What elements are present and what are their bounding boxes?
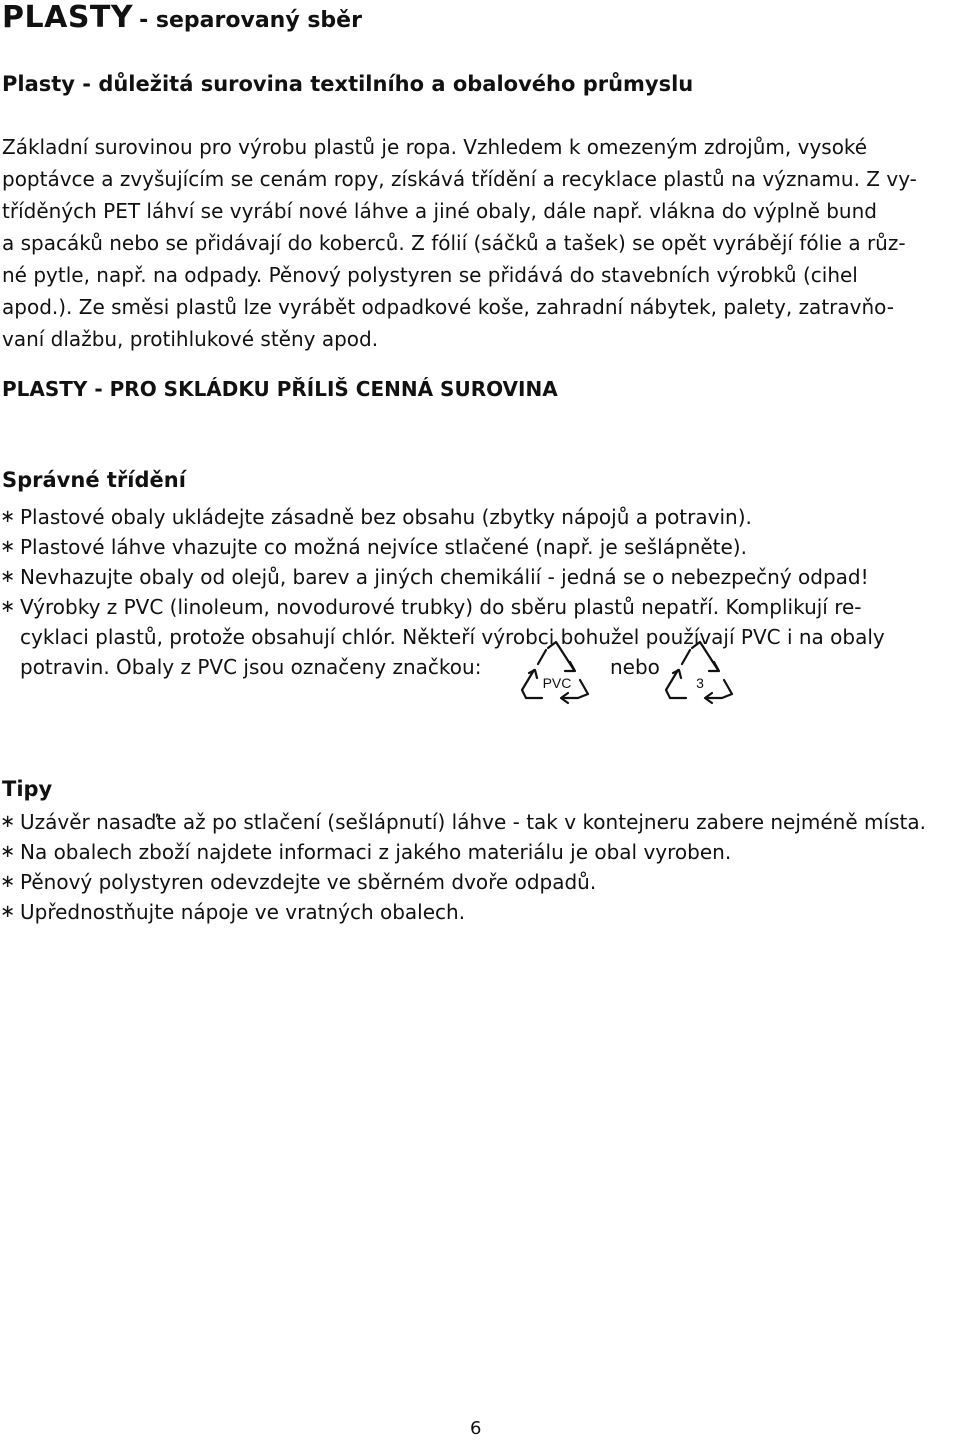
list-item-text: Upřednostňujte nápoje ve vratných obalech. — [20, 900, 466, 924]
list-item-text: Plastové láhve vhazujte co možná nejvíce stlačené (např. je sešlápněte). — [20, 535, 747, 559]
bullet-star-icon: ∗ — [0, 841, 16, 862]
list-item — [0, 562, 960, 592]
bullet-star-icon: ∗ — [0, 566, 16, 587]
tips-heading: Tipy — [2, 777, 53, 801]
intro-line: poptávce a zvyšujícím se cenám ropy, získává třídění a recyklace plastů na významu. Z vy- — [2, 167, 917, 191]
list-item — [0, 532, 960, 562]
list-item — [0, 592, 960, 691]
pvc-symbols-line — [20, 652, 960, 691]
list-item — [0, 897, 960, 927]
list-item-text: Nevhazujte obaly od olejů, barev a jiných chemikálií - jedná se o nebezpečný odpad! — [20, 565, 869, 589]
intro-line: Základní surovinou pro výrobu plastů je ropa. Vzhledem k omezeným zdrojům, vysoké — [2, 135, 868, 159]
bullet-star-icon: ∗ — [0, 536, 16, 557]
list-item-text: cyklaci plastů, protože obsahují chlór. Někteří výrobci bohužel používají PVC i na obaly — [20, 625, 885, 649]
title-sub: - separovaný sběr — [139, 8, 362, 33]
page-number: 6 — [470, 1418, 482, 1439]
intro-paragraph — [2, 131, 960, 355]
bullet-star-icon: ∗ — [0, 871, 16, 892]
intro-line: apod.). Ze směsi plastů lze vyrábět odpadkové koše, zahradní nábytek, palety, zatravňo- — [2, 295, 894, 319]
list-item-text: potravin. Obaly z PVC jsou označeny značkou: — [20, 655, 482, 679]
symbol-label-pvc: PVC — [542, 675, 572, 691]
bullet-star-icon: ∗ — [0, 506, 16, 527]
sorting-heading: Správné třídění — [2, 468, 186, 492]
list-item — [0, 807, 960, 837]
bullet-star-icon: ∗ — [0, 596, 16, 617]
bullet-star-icon: ∗ — [0, 901, 16, 922]
section-subtitle: Plasty - důležitá surovina textilního a obalového průmyslu — [2, 72, 694, 96]
sorting-list — [0, 502, 960, 691]
tips-list — [0, 807, 960, 927]
or-word: nebo — [610, 655, 660, 679]
intro-line: né pytle, např. na odpady. Pěnový polystyren se přidává do stavebních výrobků (cihel — [2, 263, 858, 287]
symbol-label-3: 3 — [696, 675, 704, 691]
list-item-text: Na obalech zboží najdete informaci z jakého materiálu je obal vyroben. — [20, 840, 732, 864]
intro-line: a spacáků nebo se přidávají do koberců. Z fólií (sáčků a tašek) se opět vyrábějí fólie a růz- — [2, 231, 906, 255]
title-main: PLASTY — [2, 0, 134, 35]
list-item — [0, 867, 960, 897]
bullet-star-icon: ∗ — [0, 811, 16, 832]
caps-heading: PLASTY - PRO SKLÁDKU PŘÍLIŠ CENNÁ SUROVINA — [2, 377, 558, 401]
list-item-text: Uzávěr nasaďte až po stlačení (sešlápnutí) láhve - tak v kontejneru zabere nejméně místa. — [20, 810, 926, 834]
page-title — [2, 0, 362, 35]
list-item — [0, 837, 960, 867]
intro-line: vaní dlažbu, protihlukové stěny apod. — [2, 327, 379, 351]
list-item-text: Výrobky z PVC (linoleum, novodurové trubky) do sběru plastů nepatří. Komplikují re- — [20, 595, 862, 619]
list-item-text: Plastové obaly ukládejte zásadně bez obsahu (zbytky nápojů a potravin). — [20, 505, 752, 529]
recycling-triangle-3-icon — [662, 640, 738, 706]
recycling-triangle-pvc-icon — [518, 640, 594, 706]
list-item-text: Pěnový polystyren odevzdejte ve sběrném dvoře odpadů. — [20, 870, 597, 894]
intro-line: tříděných PET láhví se vyrábí nové láhve a jiné obaly, dále např. vlákna do výplně bund — [2, 199, 877, 223]
list-item — [0, 502, 960, 532]
